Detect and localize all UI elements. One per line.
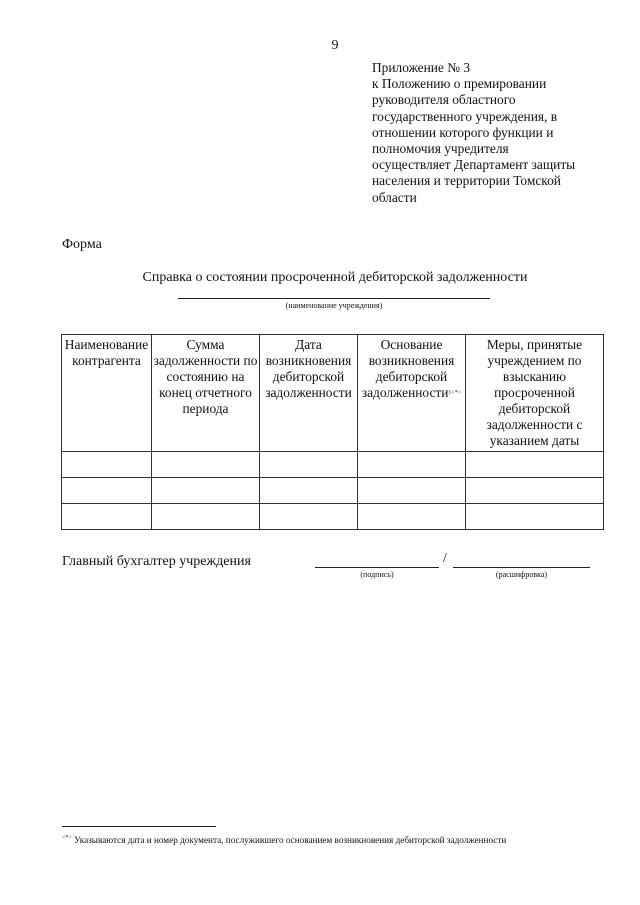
table-cell: [152, 452, 260, 478]
document-title: Справка о состоянии просроченной дебиторской задолженности: [142, 270, 528, 285]
appendix-block: [372, 60, 617, 206]
appendix-line: отношении которого функции и: [372, 124, 554, 140]
table-cell: [466, 478, 604, 504]
signature-separator: /: [443, 551, 447, 566]
appendix-line: полномочия учредителя: [372, 141, 509, 157]
signature-line: [315, 567, 439, 568]
table-row: [62, 504, 604, 530]
institution-name-line: [178, 298, 490, 299]
footnote-marker: <*>: [62, 835, 72, 841]
header-debt-basis: [358, 335, 466, 452]
table-cell: [62, 452, 152, 478]
table-cell: [260, 504, 358, 530]
appendix-line: государственного учреждения, в: [372, 108, 558, 124]
table-cell: [152, 504, 260, 530]
table-row: [62, 452, 604, 478]
institution-caption: (наименование учреждения): [285, 301, 383, 310]
footnote-separator: [62, 826, 216, 827]
appendix-line: руководителя областного: [372, 92, 516, 108]
footnote: [62, 835, 506, 845]
table-row: [62, 478, 604, 504]
form-label: Форма: [62, 237, 102, 252]
appendix-line: осуществляет Департамент защиты: [372, 157, 576, 173]
appendix-line: Приложение № 3: [372, 60, 471, 75]
table-cell: [358, 504, 466, 530]
debt-table: [61, 334, 604, 530]
appendix-line: области: [372, 189, 417, 205]
table-cell: [260, 452, 358, 478]
table-cell: [466, 452, 604, 478]
footnote-mark: 1<*>: [448, 390, 462, 396]
table-cell: [260, 478, 358, 504]
footnote-text: Указываются дата и номер документа, послужившего основанием возникновения дебиторской задолженности: [74, 835, 507, 845]
table-cell: [62, 478, 152, 504]
table-cell: [358, 478, 466, 504]
table-header-row: [62, 335, 604, 452]
appendix-line: к Положению о премировании: [372, 76, 547, 92]
decoding-line: [453, 567, 590, 568]
appendix-line: населения и территории Томской: [372, 173, 561, 189]
header-debt-date: Дата возникновения дебиторской задолженности: [260, 335, 358, 452]
decoding-caption: (расшифровка): [495, 570, 548, 579]
header-measures: Меры, принятые учреждением по взысканию просроченной дебиторской задолженности с указанием даты: [466, 335, 604, 452]
header-counterparty: Наименование контрагента: [62, 335, 152, 452]
table-cell: [62, 504, 152, 530]
header-debt-amount: Сумма задолженности по состоянию на конец отчетного периода: [152, 335, 260, 452]
page-number: 9: [331, 38, 339, 53]
table-cell: [358, 452, 466, 478]
signature-caption: (подпись): [360, 570, 394, 579]
table-cell: [152, 478, 260, 504]
chief-accountant-label: Главный бухгалтер учреждения: [62, 554, 251, 569]
table-cell: [466, 504, 604, 530]
header-debt-basis-text: Основание возникновения дебиторской задолженности: [361, 337, 455, 400]
